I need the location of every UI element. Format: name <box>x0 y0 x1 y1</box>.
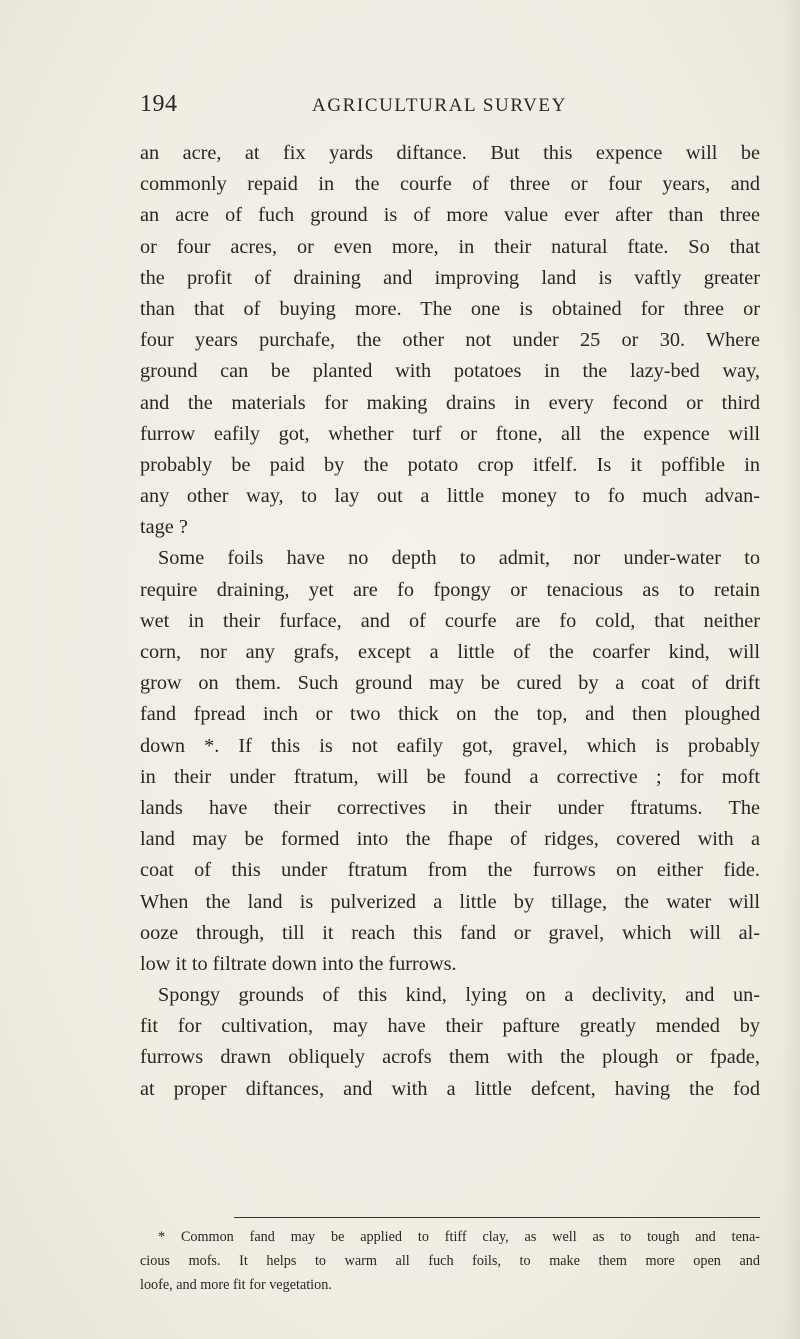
text-line: ground can be planted with potatoes in the lazy-bed way, <box>140 360 760 383</box>
text-line: any other way, to lay out a little money to fo much advan- <box>140 485 760 508</box>
body-text <box>140 138 760 1105</box>
text-line: down *. If this is not eafily got, gravel, which is probably <box>140 734 760 757</box>
paragraph-end-line: low it to filtrate down into the furrows. <box>140 952 457 975</box>
footnote-line: * Common fand may be applied to ftiff clay, as well as to tough and tena- <box>158 1229 760 1245</box>
text-line: coat of this under ftratum from the furrows on either fide. <box>140 859 760 882</box>
footnote <box>140 1225 760 1297</box>
text-line: require draining, yet are fo fpongy or tenacious as to retain <box>140 578 760 601</box>
text-line: four years purchafe, the other not under 25 or 30. Where <box>140 329 760 352</box>
text-line: probably be paid by the potato crop itfelf. Is it poffible in <box>140 453 760 476</box>
text-line: or four acres, or even more, in their natural ftate. So that <box>140 235 760 258</box>
text-line: ooze through, till it reach this fand or gravel, which will al- <box>140 921 760 944</box>
footnote-rule <box>234 1217 760 1218</box>
text-line: the profit of draining and improving land is vaftly greater <box>140 266 760 289</box>
text-line: When the land is pulverized a little by tillage, the water will <box>140 890 760 913</box>
paragraph-start-line: Some foils have no depth to admit, nor under-water to <box>158 547 760 570</box>
text-line: commonly repaid in the courfe of three or four years, and <box>140 173 760 196</box>
paragraph-start-line: Spongy grounds of this kind, lying on a declivity, and un- <box>158 984 760 1007</box>
text-line: and the materials for making drains in every fecond or third <box>140 391 760 414</box>
footnote-line: loofe, and more fit for vegetation. <box>140 1277 332 1293</box>
footnote-line: cious mofs. It helps to warm all fuch foils, to make them more open and <box>140 1253 760 1269</box>
text-line: an acre, at fix yards diftance. But this expence will be <box>140 142 760 164</box>
page-number: 194 <box>140 91 178 117</box>
text-line: corn, nor any grafs, except a little of the coarfer kind, will <box>140 641 760 663</box>
text-line: than that of buying more. The one is obtained for three or <box>140 297 760 320</box>
text-line: wet in their furface, and of courfe are fo cold, that neither <box>140 609 760 632</box>
text-line: furrow eafily got, whether turf or ftone, all the expence will <box>140 422 760 445</box>
text-line: an acre of fuch ground is of more value ever after than three <box>140 204 760 227</box>
text-line: fit for cultivation, may have their pafture greatly mended by <box>140 1015 760 1038</box>
running-head: AGRICULTURAL SURVEY <box>312 95 567 116</box>
page-edge-shadow <box>782 0 800 1339</box>
text-line: at proper diftances, and with a little defcent, having the fod <box>140 1077 760 1100</box>
text-line: in their under ftratum, will be found a corrective ; for moft <box>140 765 760 788</box>
page-header <box>140 91 700 121</box>
paragraph-end-line: tage ? <box>140 516 188 539</box>
text-line: land may be formed into the fhape of ridges, covered with a <box>140 828 760 851</box>
text-line: fand fpread inch or two thick on the top, and then ploughed <box>140 703 760 726</box>
text-line: lands have their correctives in their under ftratums. The <box>140 796 760 819</box>
text-line: furrows drawn obliquely acrofs them with the plough or fpade, <box>140 1046 760 1069</box>
text-line: grow on them. Such ground may be cured by a coat of drift <box>140 672 760 695</box>
